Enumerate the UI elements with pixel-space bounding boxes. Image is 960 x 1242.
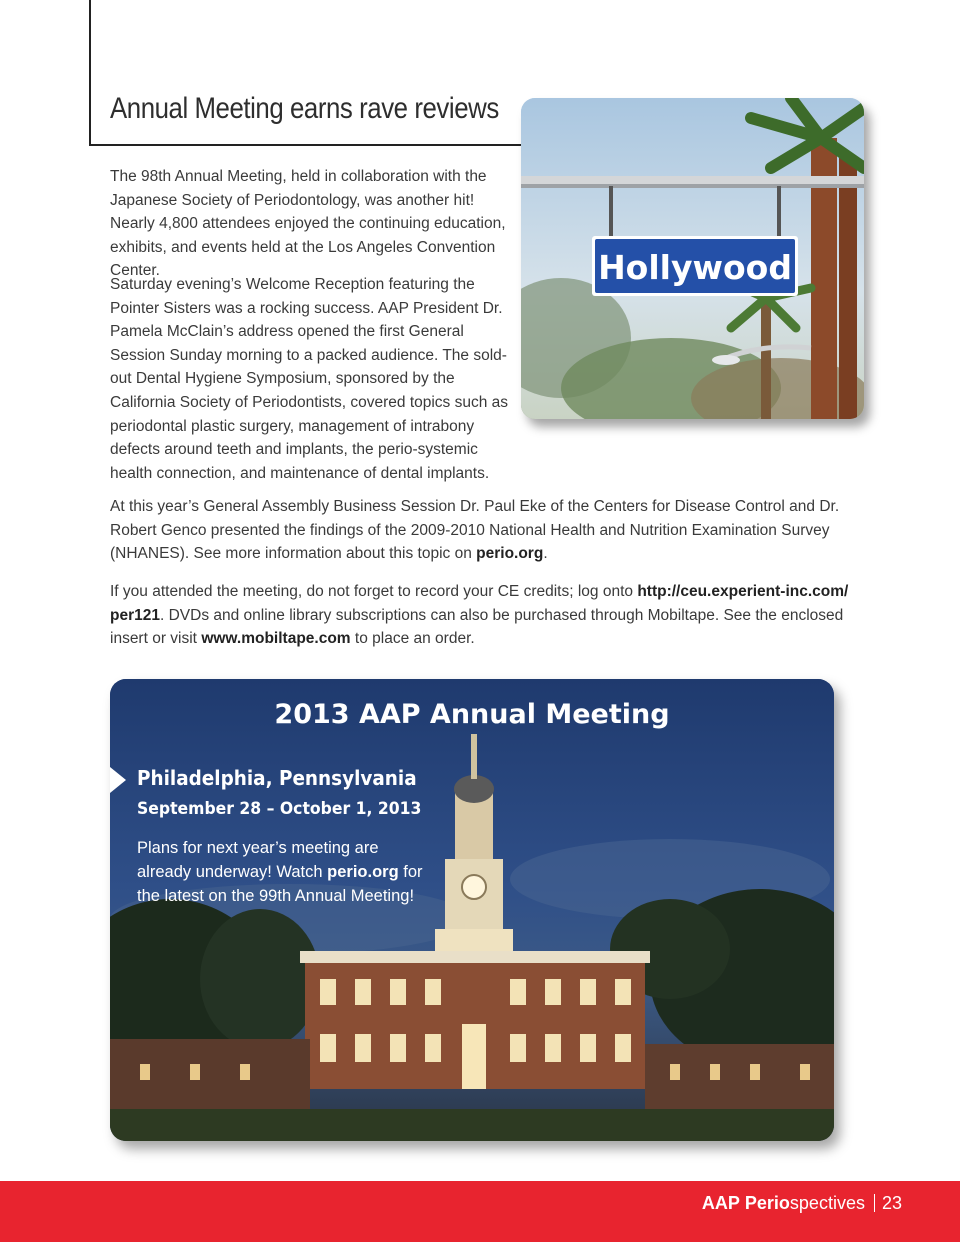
paragraph-4-text-2: . DVDs and online library subscriptions can also be purchased through Mobiltape. See the enclosed insert or visit <box>110 606 844 648</box>
perio-org-link[interactable]: perio.org <box>476 545 544 563</box>
article-headline: Annual Meeting earns rave reviews <box>110 92 499 125</box>
blurb-text-1: Plans for next year’s meeting are already underway! Watch <box>137 839 379 881</box>
hollywood-scene-graphic <box>521 98 864 419</box>
meeting-city: Philadelphia, Pennsylvania <box>137 766 417 790</box>
meeting-dates: September 28 – October 1, 2013 <box>137 799 422 819</box>
brand-spectives: spectives <box>789 1193 865 1213</box>
article-paragraph-3 <box>110 495 850 566</box>
page-number: 23 <box>881 1193 902 1213</box>
paragraph-3-text: At this year’s General Assembly Business Session Dr. Paul Eke of the Centers for Disease Control and Dr. Robert Genco presented the findings of the 2009-2010 National Health and Nutrition Examination Survey (NHANES). See more information about this topic on <box>110 498 840 563</box>
annual-meeting-card <box>110 679 834 1141</box>
arrow-icon <box>110 767 126 793</box>
paragraph-4-text-1: If you attended the meeting, do not forget to record your CE credits; log onto <box>110 583 638 600</box>
brand-aap: AAP <box>701 1193 740 1213</box>
paragraph-3-end: . <box>543 545 548 563</box>
footer-brand <box>702 1193 902 1214</box>
title-rule-vertical <box>89 0 91 146</box>
ceu-credits-link[interactable]: http://ceu.experient-inc.com/ per121 <box>110 583 849 624</box>
article-paragraph-2: Saturday evening’s Welcome Reception featuring the Pointer Sisters was a rocking success. AAP President Dr. Pamela McClain’s address opened the first General Session Sunday morning to a packed audience. The sold-out Dental Hygiene Symposium, sponsored by the California Society of Periodontists, covered topics such as periodontal plastic surgery, management of intrabony defects around teeth and implants, the perio-systemic health connection, and maintenance of dental implants. <box>110 276 509 482</box>
hollywood-sign-text: Hollywood <box>598 248 792 287</box>
article-paragraph-4 <box>110 580 850 651</box>
hollywood-sign-photo <box>521 98 864 419</box>
blurb-text-2: for the latest on the 99th Annual Meeting! <box>137 863 423 905</box>
paragraph-4-text-3: to place an order. <box>350 630 475 648</box>
title-rule-horizontal <box>89 144 521 146</box>
brand-perio: Perio <box>744 1193 790 1213</box>
independence-hall-graphic <box>110 679 834 1141</box>
footer-separator <box>874 1194 875 1212</box>
meeting-card-title: 2013 AAP Annual Meeting <box>274 699 670 730</box>
article-paragraph-1: The 98th Annual Meeting, held in collaboration with the Japanese Society of Periodontology, was another hit! Nearly 4,800 attendees enjoyed the continuing education, exhibits, and events held at the Los Angeles Convention Center. <box>110 168 506 280</box>
blurb-perio-link[interactable]: perio.org <box>327 863 399 881</box>
mobiltape-link[interactable]: www.mobiltape.com <box>201 630 351 648</box>
meeting-blurb <box>137 836 437 908</box>
